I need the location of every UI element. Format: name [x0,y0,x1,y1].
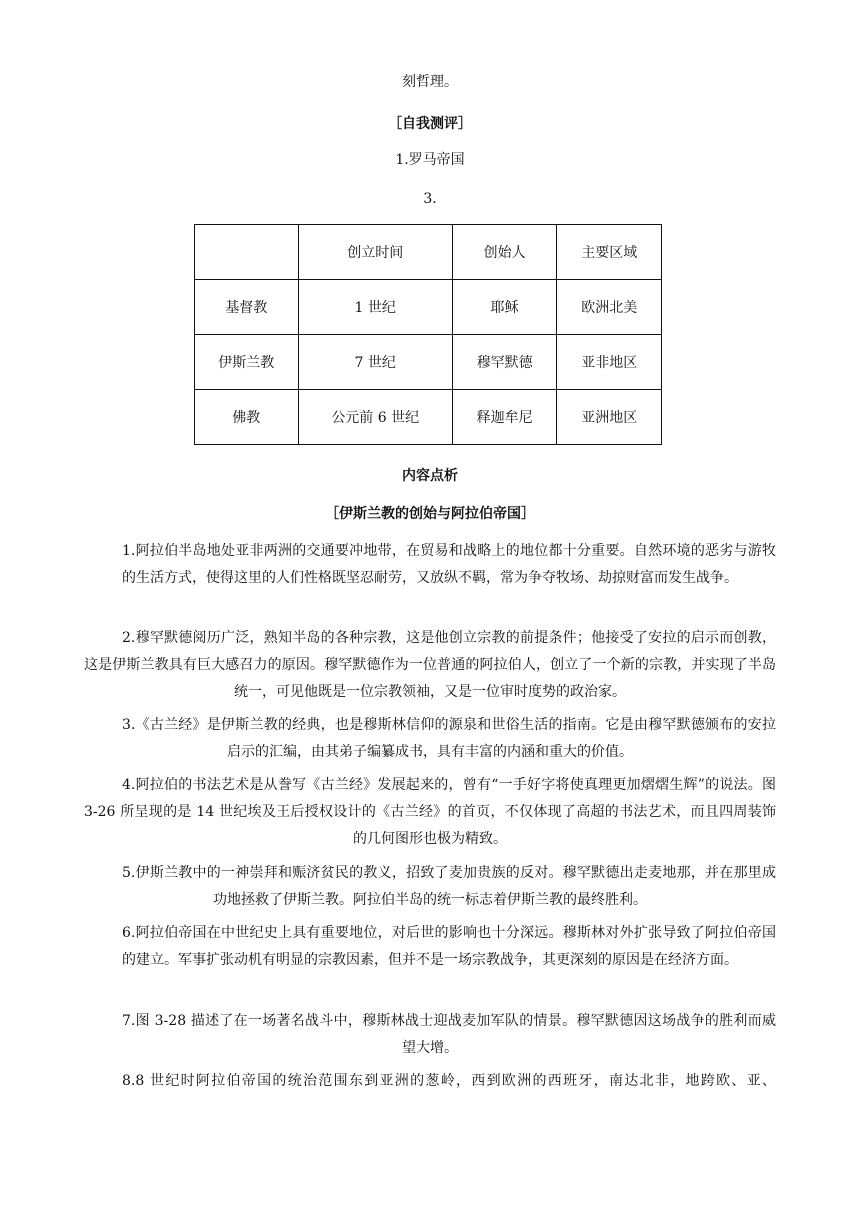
paragraph-1: 1.阿拉伯半岛地处亚非两洲的交通要冲地带，在贸易和战略上的地位都十分重要。自然环境的恶劣与游牧的生活方式，使得这里的人们性格既坚忍耐劳，又放纵不羁，常为争夺牧场、劫掠财富而发生战争。 [122,543,776,586]
table-cell: 穆罕默德 [452,335,557,390]
table-row [195,280,662,335]
table-row [195,335,662,390]
religion-summary-table [194,224,662,445]
table-cell [195,225,299,280]
table-cell: 耶稣 [452,280,557,335]
paragraph-8: 8.8 世纪时阿拉伯帝国的统治范围东到亚洲的葱岭，西到欧洲的西班牙，南达北非，地跨欧、亚、 [122,1073,776,1089]
paragraph-2: 2.穆罕默德阅历广泛，熟知半岛的各种宗教，这是他创立宗教的前提条件；他接受了安拉的启示而创教，这是伊斯兰教具有巨大感召力的原因。穆罕默德作为一位普通的阿拉伯人，创立了一个新的宗教，并实现了半岛统一，可见他既是一位宗教领袖，又是一位审时度势的政治家。 [84,630,776,700]
paragraph-6: 6.阿拉伯帝国在中世纪史上具有重要地位，对后世的影响也十分深远。穆斯林对外扩张导致了阿拉伯帝国的建立。军事扩张动机有明显的宗教因素，但并不是一场宗教战争，其更深刻的原因是在经济方面。 [122,925,776,968]
table-header-cell: 创始人 [452,225,557,280]
answer-item-3: 3. [423,191,437,207]
paragraph-4: 4.阿拉伯的书法艺术是从誊写《古兰经》发展起来的，曾有“一手好字将使真理更加熠熠生辉”的说法。图 3-26 所呈现的是 14 世纪埃及王后授权设计的《古兰经》的首页，不仅体现了高超的书法艺术，而且四周装饰的几何图形也极为精致。 [84,777,776,847]
table-row [195,390,662,445]
paragraph-3: 3.《古兰经》是伊斯兰教的经典，也是穆斯林信仰的源泉和世俗生活的指南。它是由穆罕默德颁布的安拉启示的汇编，由其弟子编纂成书，具有丰富的内涵和重大的价值。 [122,717,776,760]
self-test-heading: ［自我测评］ [388,116,472,132]
table-cell: 释迦牟尼 [452,390,557,445]
table-cell: 欧洲北美 [557,280,662,335]
table-cell: 佛教 [195,390,299,445]
table-header-row [195,225,662,280]
table-cell: 伊斯兰教 [195,335,299,390]
answer-item-1: 1.罗马帝国 [395,152,465,168]
section-heading: ［伊斯兰教的创始与阿拉伯帝国］ [325,506,535,522]
table-cell: 7 世纪 [298,335,452,390]
table-cell: 公元前 6 世纪 [298,390,452,445]
table-header-cell: 创立时间 [298,225,452,280]
paragraph-5: 5.伊斯兰教中的一神崇拜和赈济贫民的教义，招致了麦加贵族的反对。穆罕默德出走麦地那，并在那里成功地拯救了伊斯兰教。阿拉伯半岛的统一标志着伊斯兰教的最终胜利。 [122,865,776,908]
table-cell: 基督教 [195,280,299,335]
table-header-cell: 主要区域 [557,225,662,280]
paragraph-7: 7.图 3-28 描述了在一场著名战斗中，穆斯林战士迎战麦加军队的情景。穆罕默德因这场战争的胜利而威望大增。 [122,1013,776,1056]
table-cell: 亚洲地区 [557,390,662,445]
table-cell: 亚非地区 [557,335,662,390]
continued-text-line: 刻哲理。 [402,74,458,90]
content-analysis-heading: 内容点析 [402,468,458,484]
table-cell: 1 世纪 [298,280,452,335]
